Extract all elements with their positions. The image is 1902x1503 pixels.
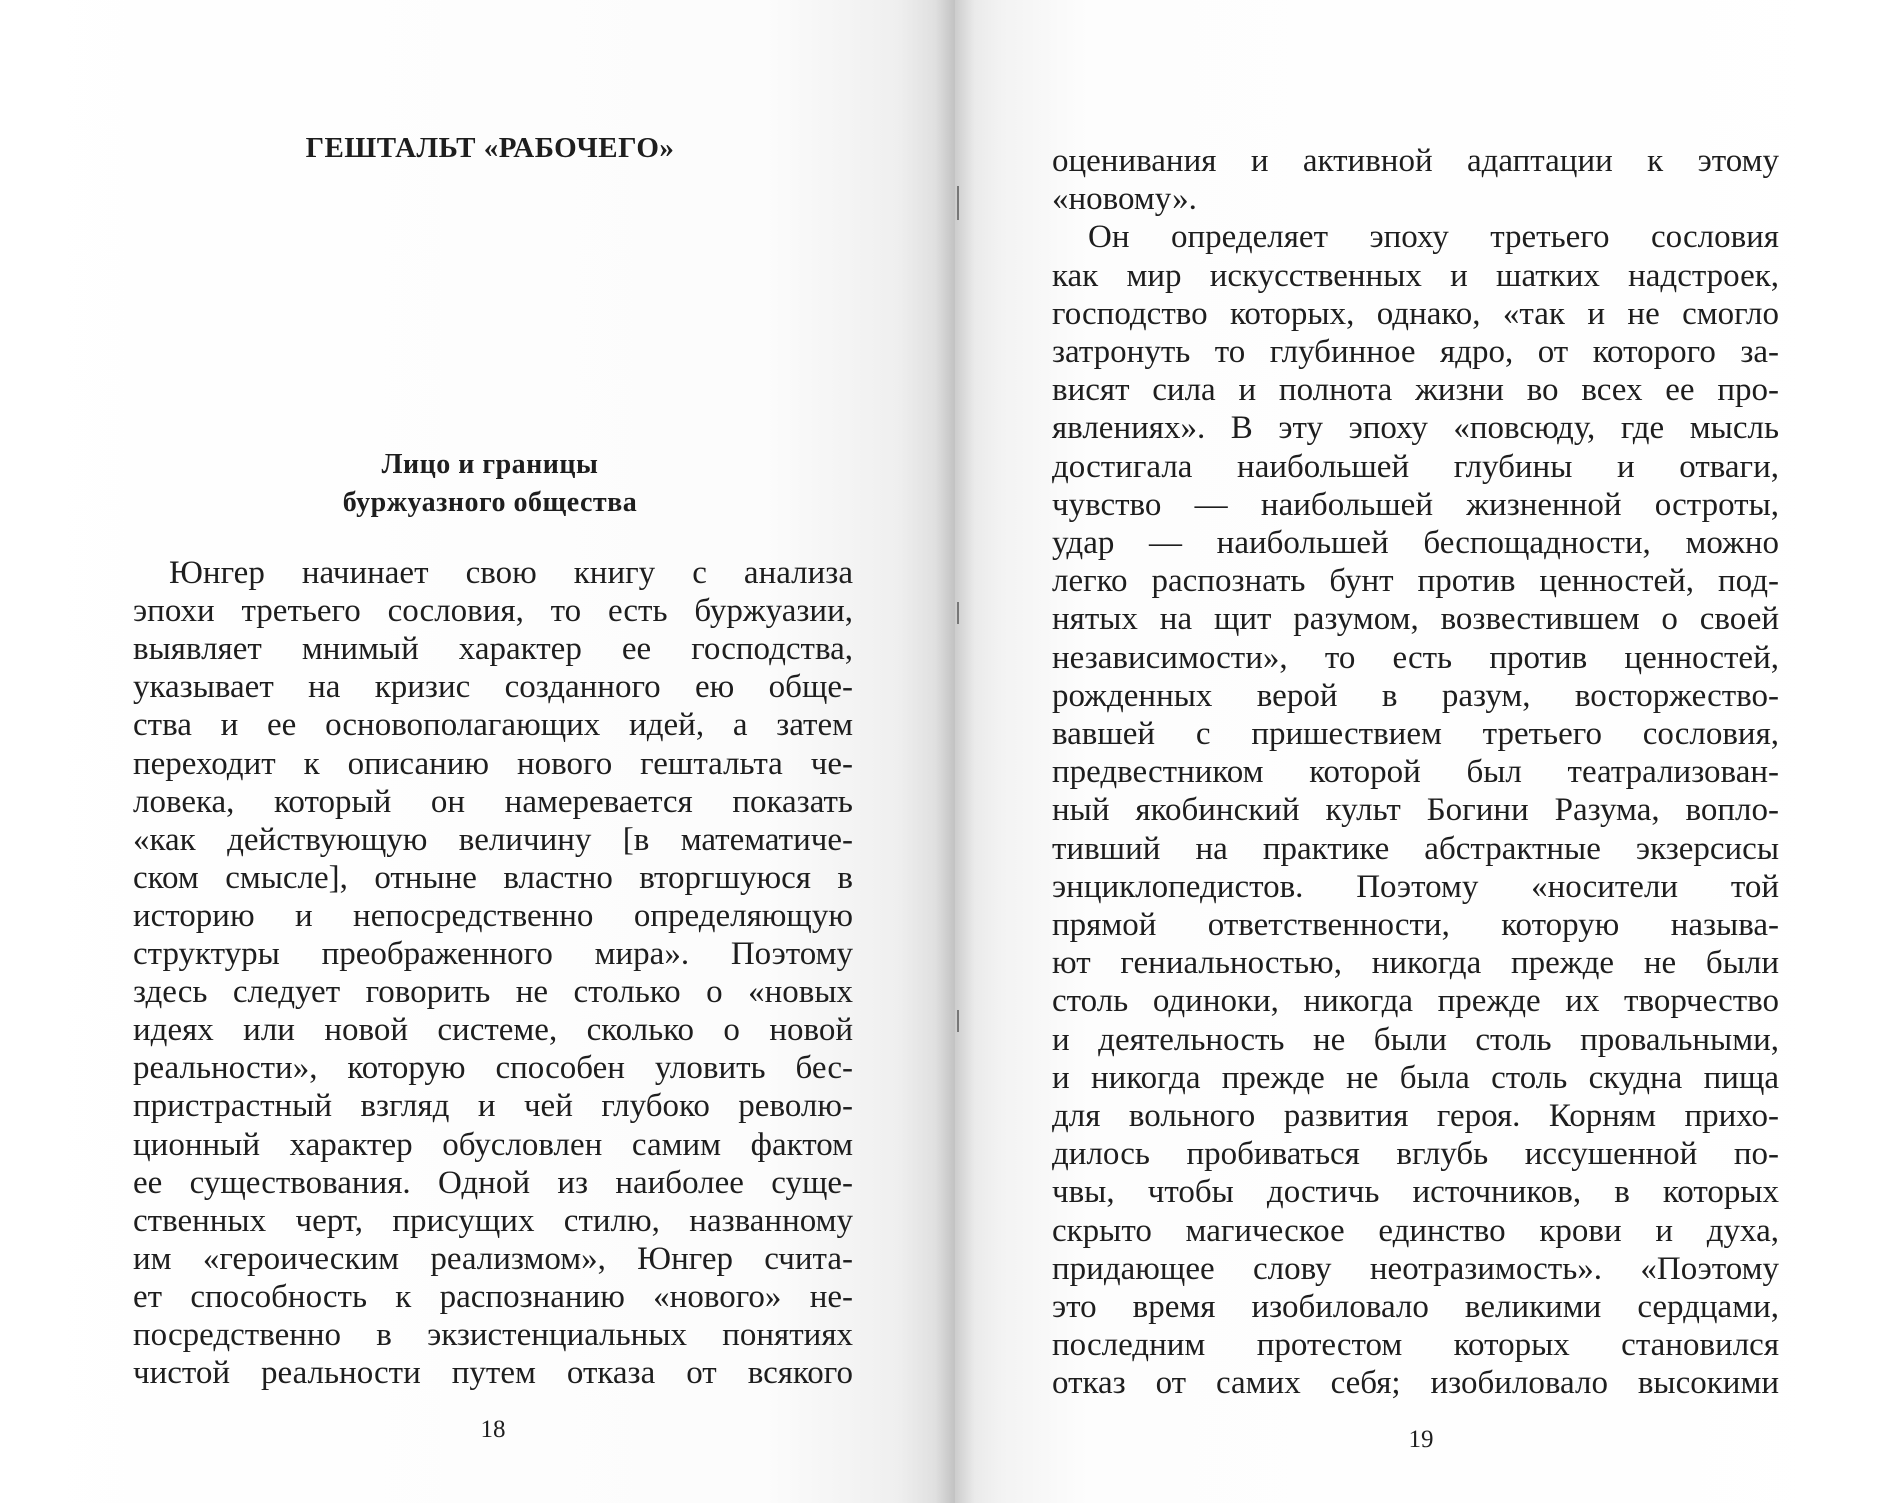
text-line: Он определяет эпоху третьего сословия bbox=[1088, 219, 1779, 256]
text-line: затронуть то глубинное ядро, от которого за- bbox=[1052, 334, 1779, 370]
text-line: ет способность к распознанию «нового» не- bbox=[133, 1278, 853, 1315]
text-line: ный якобинский культ Богини Разума, вопло- bbox=[1052, 792, 1779, 829]
text-line: и деятельность не были столь провальными, bbox=[1052, 1021, 1779, 1058]
text-line: удар — наибольшей беспощадности, можно bbox=[1052, 525, 1779, 561]
text-line: дилось пробиваться вглубь иссушенной по- bbox=[1052, 1136, 1779, 1173]
text-line: эпохи третьего сословия, то есть буржуазии, bbox=[133, 593, 853, 630]
text-line: господство которых, однако, «так и не смогло bbox=[1052, 295, 1779, 332]
text-line: это время изобиловало великими сердцами, bbox=[1052, 1289, 1779, 1325]
page-number-left: 18 bbox=[480, 1416, 506, 1443]
text-line: и никогда прежде не была столь скудна пища bbox=[1052, 1059, 1779, 1096]
text-line: ют гениальностью, никогда прежде не были bbox=[1052, 945, 1779, 982]
text-line: оценивания и активной адаптации к этому bbox=[1052, 143, 1779, 179]
text-line: историю и непосредственно определяющую bbox=[133, 897, 853, 934]
text-line: пристрастный взгляд и чей глубоко револю- bbox=[133, 1088, 853, 1125]
text-line: для вольного развития героя. Корням прихо- bbox=[1052, 1098, 1779, 1134]
chapter-title: ГЕШТАЛЬТ «РАБОЧЕГО» bbox=[305, 132, 675, 164]
text-line: чвы, чтобы достичь источников, в которых bbox=[1052, 1174, 1779, 1211]
text-line: переходит к описанию нового гештальта че- bbox=[133, 745, 853, 782]
text-line: скрыто магическое единство крови и духа, bbox=[1052, 1212, 1779, 1249]
book-gutter-shadow bbox=[935, 0, 975, 1503]
text-line: рожденных верой в разум, восторжество- bbox=[1052, 677, 1779, 714]
text-line: прямой ответственности, которую называ- bbox=[1052, 907, 1779, 943]
text-line: указывает на кризис созданного ею обще- bbox=[133, 669, 853, 706]
text-line: посредственно в экзистенциальных понятиях bbox=[133, 1317, 853, 1353]
section-title-line: Лицо и границы bbox=[381, 449, 599, 480]
text-line: тивший на практике абстрактные экзерсисы bbox=[1052, 830, 1779, 867]
text-line: структуры преображенного мира». Поэтому bbox=[133, 936, 853, 972]
gutter-mark bbox=[957, 186, 959, 220]
text-line: энциклопедистов. Поэтому «носители той bbox=[1052, 868, 1779, 905]
section-title-line: буржуазного общества bbox=[342, 487, 638, 518]
text-line: отказ от самих себя; изобиловало высокими bbox=[1052, 1365, 1779, 1402]
section-title bbox=[120, 446, 860, 522]
text-line: выявляет мнимый характер ее господства, bbox=[133, 631, 853, 668]
text-line: ском смысле], отныне властно вторгшуюся в bbox=[133, 859, 853, 896]
text-line: достигала наибольшей глубины и отваги, bbox=[1052, 448, 1779, 485]
text-line: столь одиноки, никогда прежде их творчество bbox=[1052, 983, 1779, 1020]
text-line: ственных черт, присущих стилю, названному bbox=[133, 1202, 853, 1239]
gutter-mark bbox=[957, 602, 959, 624]
text-line: «как действующую величину [в математиче- bbox=[133, 821, 853, 858]
text-line: «новому». bbox=[1052, 181, 1197, 218]
text-line: предвестником которой был театрализован- bbox=[1052, 754, 1779, 791]
text-line: как мир искусственных и шатких надстроек, bbox=[1052, 257, 1779, 294]
text-line: последним протестом которых становился bbox=[1052, 1327, 1779, 1364]
text-line: ее существования. Одной из наиболее суще- bbox=[133, 1164, 853, 1201]
text-line: Юнгер начинает свою книгу с анализа bbox=[169, 555, 853, 591]
text-line: чувство — наибольшей жизненной остроты, bbox=[1052, 486, 1779, 523]
text-line: легко распознать бунт против ценностей, под- bbox=[1052, 563, 1779, 600]
text-line: реальности», которую способен уловить бес- bbox=[133, 1050, 853, 1087]
text-line: вавшей с пришествием третьего сословия, bbox=[1052, 716, 1779, 752]
text-line: им «героическим реализмом», Юнгер счита- bbox=[133, 1240, 853, 1277]
text-line: ства и ее основополагающих идей, а затем bbox=[133, 707, 853, 744]
text-line: здесь следует говорить не столько о «новых bbox=[133, 974, 853, 1011]
text-line: придающее слову неотразимость». «Поэтому bbox=[1052, 1250, 1779, 1287]
text-line: чистой реальности путем отказа от всякого bbox=[133, 1355, 853, 1392]
text-line: независимости», то есть против ценностей, bbox=[1052, 639, 1779, 676]
text-line: нятых на щит разумом, возвестившем о своей bbox=[1052, 601, 1779, 638]
text-line: ционный характер обусловлен самим фактом bbox=[133, 1126, 853, 1163]
text-line: висят сила и полнота жизни во всех ее про- bbox=[1052, 372, 1779, 409]
text-line: идеях или новой системе, сколько о новой bbox=[133, 1012, 853, 1049]
gutter-mark bbox=[957, 1010, 959, 1032]
page-number-right: 19 bbox=[1408, 1426, 1434, 1453]
text-line: явлениях». В эту эпоху «повсюду, где мысль bbox=[1052, 410, 1779, 447]
text-line: ловека, который он намеревается показать bbox=[133, 783, 853, 820]
